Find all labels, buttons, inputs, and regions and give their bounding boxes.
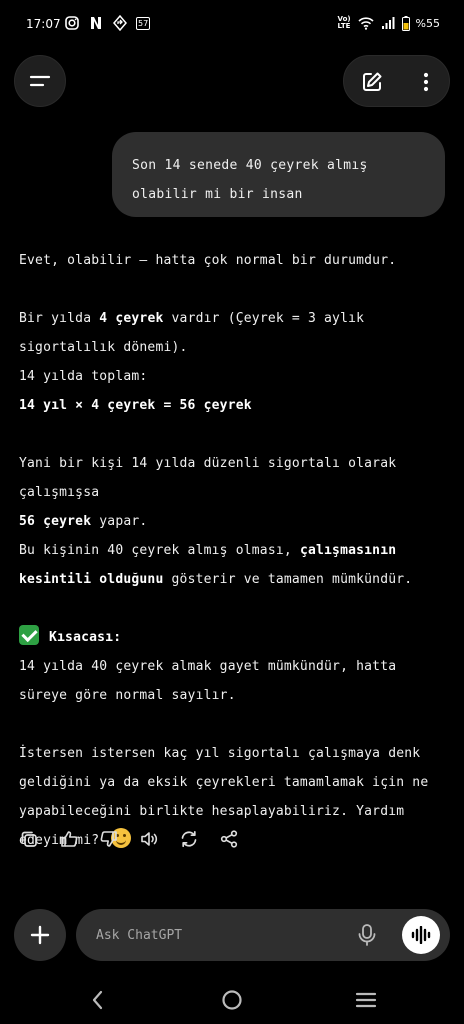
plus-icon (28, 923, 52, 947)
assistant-paragraph: Yani bir kişi 14 yılda düzenli sigortalı olarak çalışmışsa (19, 456, 397, 500)
battery-percentage: %55 (415, 16, 440, 30)
more-vertical-icon[interactable] (414, 70, 438, 94)
message-input[interactable] (96, 925, 336, 945)
status-notification-icons (64, 15, 150, 31)
user-message-bubble: Son 14 senede 40 çeyrek almış olabilir mi bir insan (112, 132, 445, 217)
wifi-icon (358, 15, 374, 31)
regenerate-icon[interactable] (179, 829, 199, 849)
new-chat-pencil-icon[interactable] (360, 70, 384, 94)
assistant-paragraph: Bir yılda 4 çeyrek vardır (Çeyrek = 3 aylık sigortalılık dönemi). (19, 311, 365, 355)
status-bar (0, 0, 464, 50)
status-system-icons (338, 15, 440, 31)
assistant-paragraph: Evet, olabilir — hatta çok normal bir durumdur. (19, 253, 397, 268)
netflix-n-icon (88, 15, 104, 31)
share-icon[interactable] (219, 829, 239, 849)
summary-text: 14 yılda 40 çeyrek almak gayet mümkündür, hatta süreye göre normal sayılır. (19, 659, 397, 703)
home-circle-icon[interactable] (221, 989, 243, 1011)
status-time: 17:07 (26, 17, 61, 31)
assistant-message (19, 246, 449, 855)
system-navigation-bar (0, 975, 464, 1024)
microphone-icon[interactable] (356, 923, 378, 947)
assistant-paragraph: 14 yılda toplam: (19, 369, 148, 384)
assistant-paragraph: 56 çeyrek yapar. (19, 514, 148, 529)
assistant-paragraph: Bu kişinin 40 çeyrek almış olması, çalışmasının kesintili olduğunu gösterir ve tamamen mümkündür. (19, 543, 413, 587)
hamburger-menu-icon (28, 69, 52, 93)
voice-mode-button[interactable] (402, 916, 440, 954)
top-actions-pill (343, 55, 450, 107)
instagram-icon (64, 15, 80, 31)
speaker-icon[interactable] (139, 829, 159, 849)
thumbs-down-icon[interactable] (99, 829, 119, 849)
composer-bar (76, 909, 450, 961)
volte-indicator: Vo) LTE (337, 15, 351, 30)
add-attachment-button[interactable] (14, 909, 66, 961)
voice-mode-icon (410, 926, 432, 944)
check-mark-icon (19, 625, 39, 645)
signal-icon (380, 15, 396, 31)
assistant-formula: 14 yıl × 4 çeyrek = 56 çeyrek (19, 398, 252, 413)
thumbs-up-icon[interactable] (59, 829, 79, 849)
recent-apps-icon[interactable] (355, 990, 377, 1010)
assistant-closing: İstersen istersen kaç yıl sigortalı çalışmaya denk geldiğini ya da eksik çeyrekleri tamamlamak için ne yapabileceğini birlikte hesaplayabiliriz. Yardım edeyim mi? (19, 746, 429, 848)
summary-heading: Kısacası: (19, 623, 449, 652)
message-actions (19, 829, 239, 849)
notification-count-badge: 57 (138, 18, 149, 28)
menu-button[interactable] (14, 55, 66, 107)
copy-icon[interactable] (19, 829, 39, 849)
battery-icon (402, 16, 410, 31)
navigation-icon (112, 15, 128, 31)
back-chevron-icon[interactable] (88, 989, 108, 1011)
